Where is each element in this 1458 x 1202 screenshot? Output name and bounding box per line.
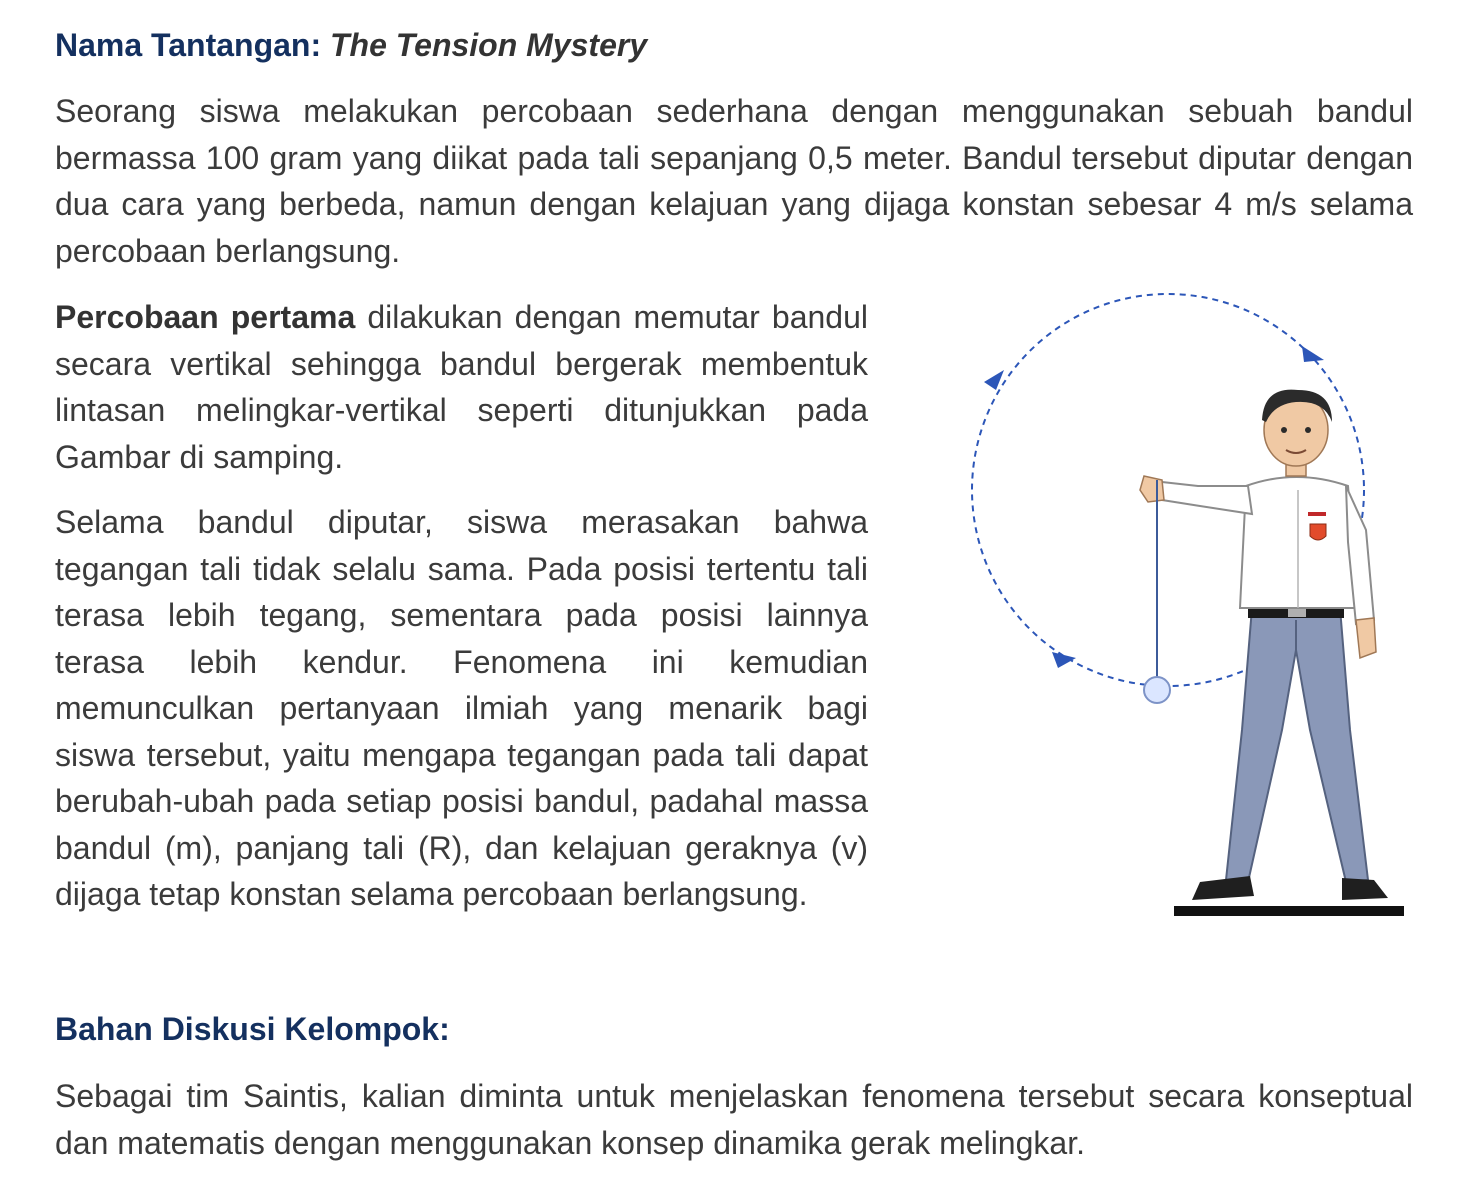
challenge-title	[55, 24, 647, 66]
challenge-name: The Tension Mystery	[330, 27, 648, 63]
student-figure	[1140, 390, 1388, 900]
experiment1-text: dilakukan dengan memutar bandul secara vertikal sehingga bandul bergerak membentuk lintasan melingkar-vertikal seperti ditunjukkan pada Gambar di samping.	[55, 299, 868, 475]
discussion-paragraph: Sebagai tim Saintis, kalian diminta untuk menjelaskan fenomena tersebut secara konseptual dan matematis dengan menggunakan konsep dinamika gerak melingkar.	[55, 1078, 1413, 1161]
intro-paragraph: Seorang siswa melakukan percobaan sederhana dengan menggunakan sebuah bandul bermassa 100 gram yang diikat pada tali sepanjang 0,5 meter. Bandul tersebut diputar dengan dua cara yang berbeda, namun dengan kelajuan yang dijaga konstan sebesar 4 m/s selama percobaan berlangsung.	[55, 93, 1413, 269]
observation-paragraph: Selama bandul diputar, siswa merasakan bahwa tegangan tali tidak selalu sama. Pada posisi tertentu tali terasa lebih tegang, sementara pada posisi lainnya terasa lebih kendur. Fenomena ini kemudian memunculkan pertanyaan ilmiah yang menarik bagi siswa tersebut, yaitu mengapa tegangan pada tali dapat berubah-ubah pada setiap posisi bandul, padahal massa bandul (m), panjang tali (R), dan kelajuan geraknya (v) dijaga tetap konstan selama percobaan berlangsung.	[55, 504, 868, 912]
circular-path-arrow-icon	[1302, 346, 1324, 362]
pendulum-illustration	[930, 290, 1420, 930]
ground-line	[1174, 906, 1404, 916]
circular-path-arrow-icon	[984, 370, 1004, 390]
pendulum-illustration-svg	[930, 290, 1420, 930]
experiment1-bold-lead: Percobaan pertama	[55, 299, 356, 335]
challenge-label: Nama Tantangan:	[55, 27, 322, 63]
experiment1-paragraph	[55, 294, 868, 480]
discussion-heading: Bahan Diskusi Kelompok:	[55, 1011, 450, 1047]
pendulum-bob	[1144, 677, 1170, 703]
